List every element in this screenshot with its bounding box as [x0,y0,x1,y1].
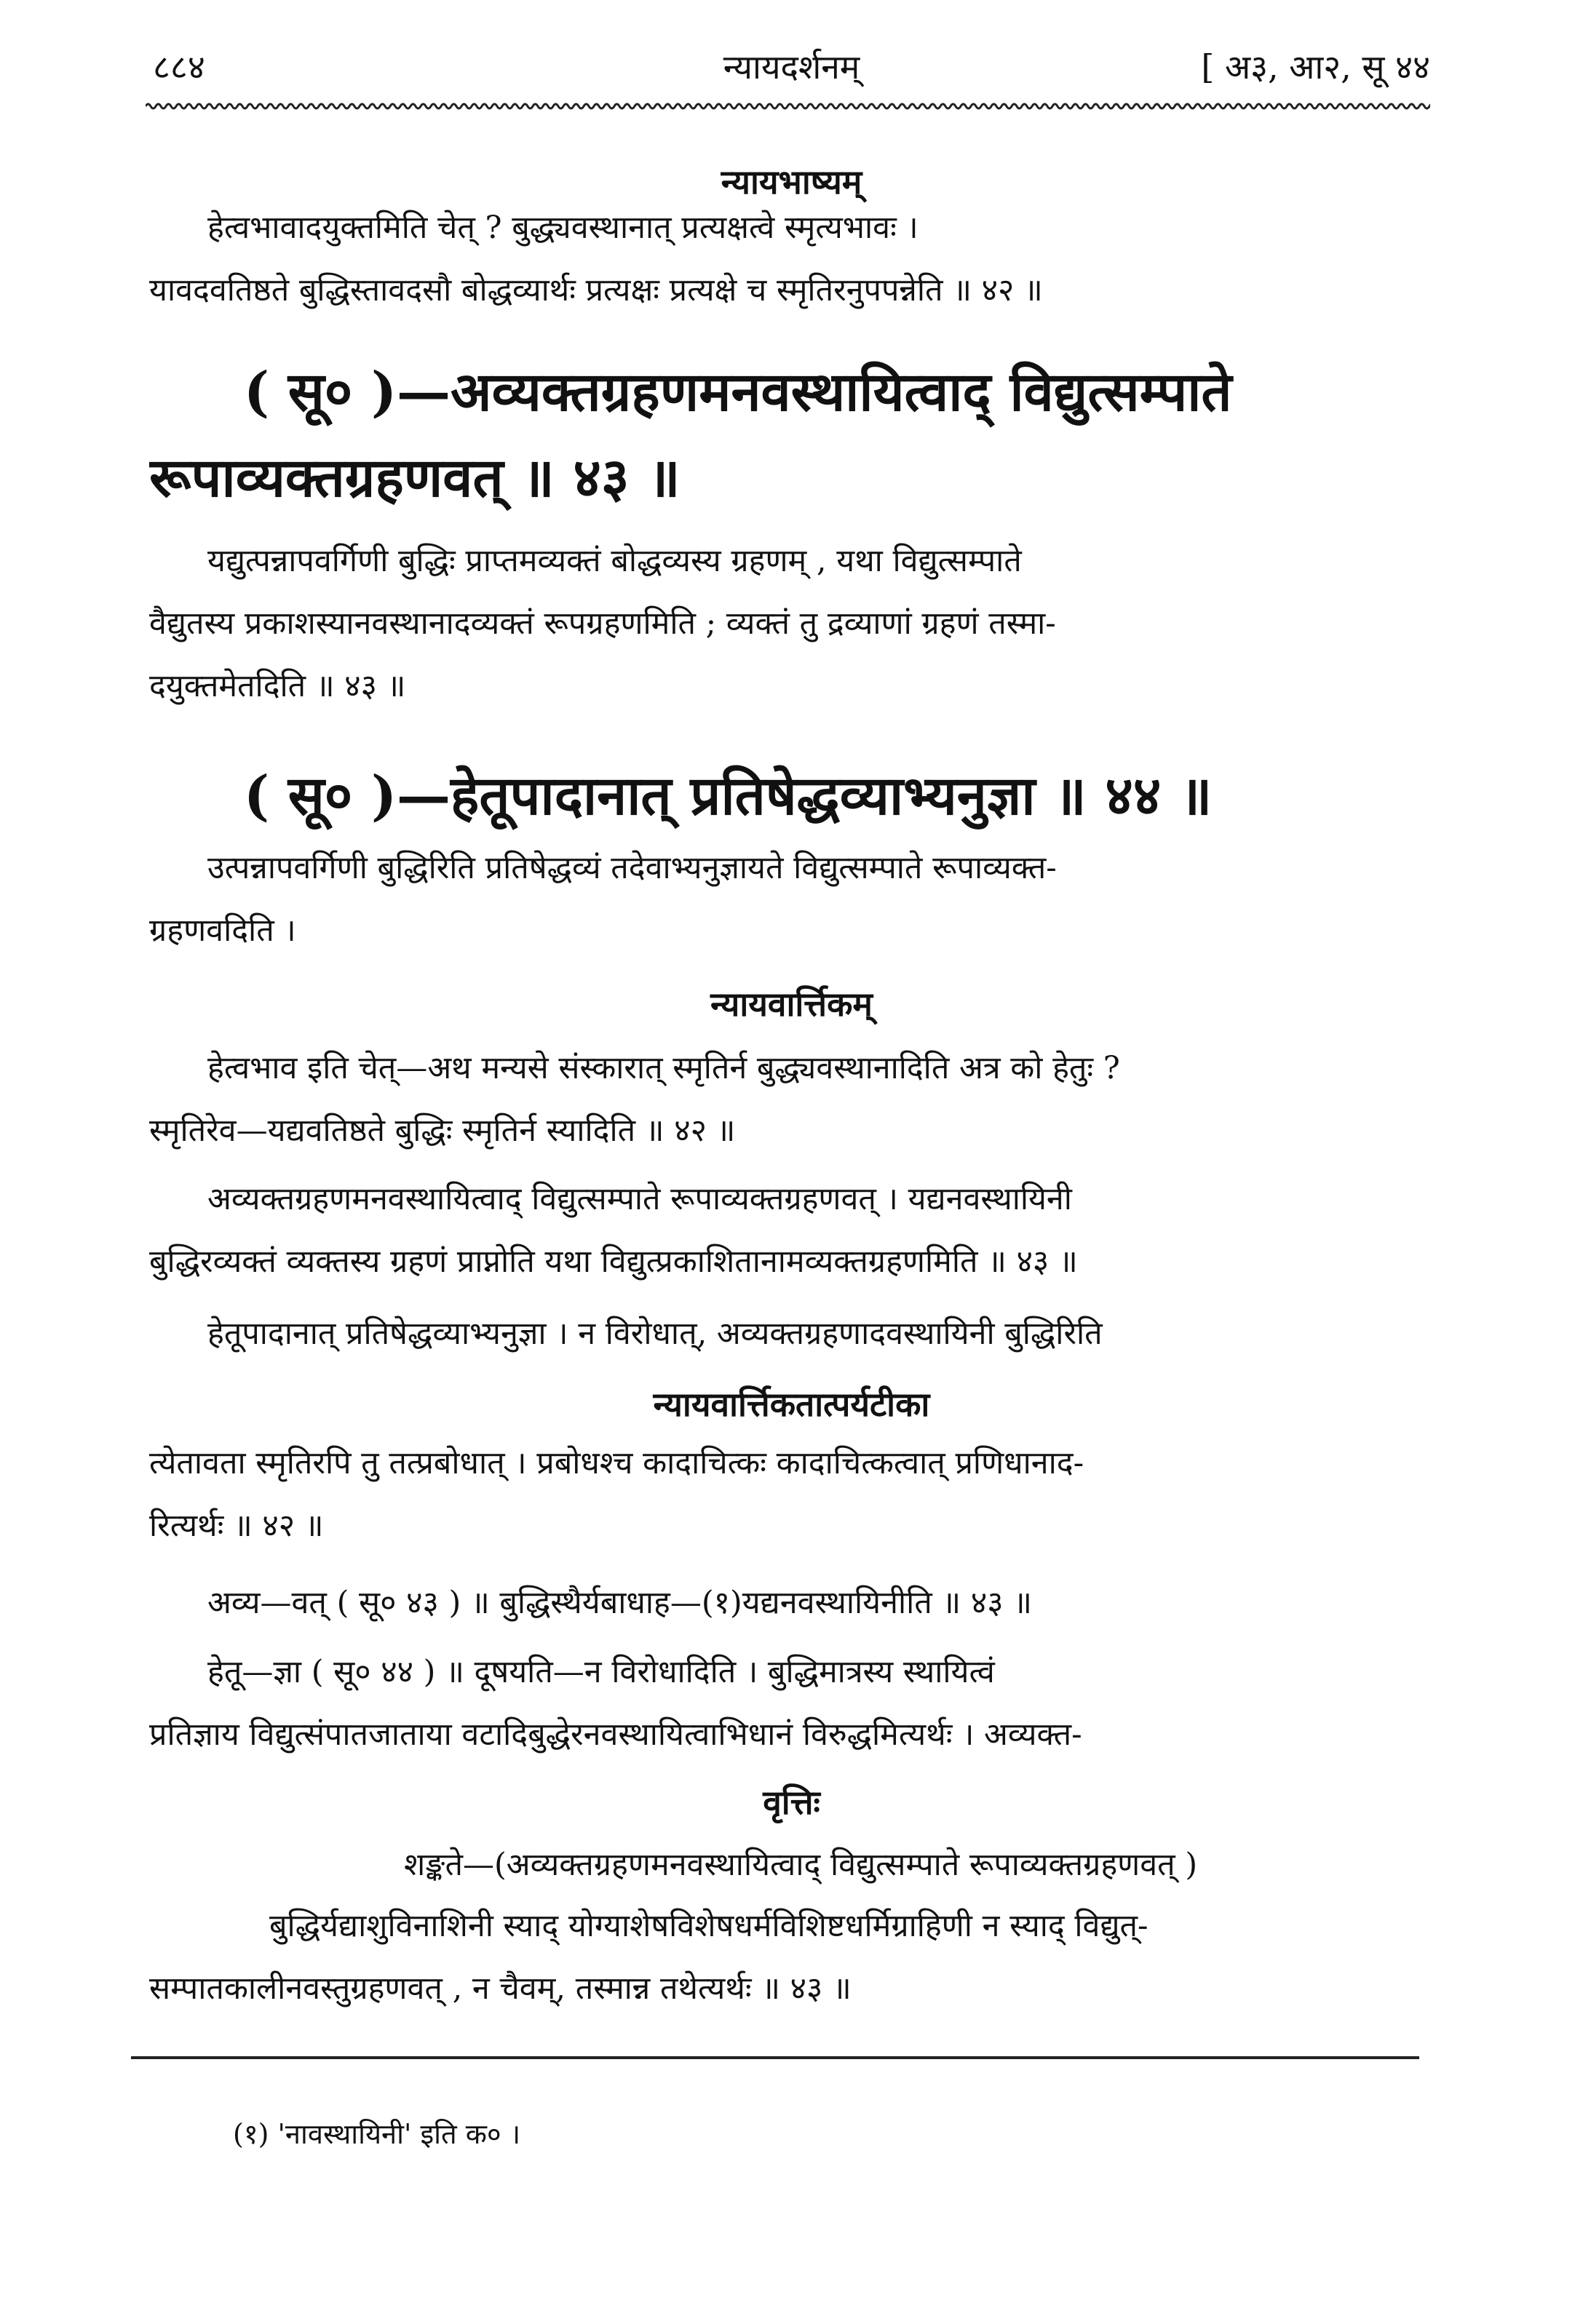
sutra-line: ( सू० )—हेतूपादानात् प्रतिषेद्धव्याभ्यनुज्ञा ॥ ४४ ॥ [244,765,1213,827]
vartika-heading: न्यायवार्त्तिकम् [710,984,873,1024]
vritti-heading: वृत्तिः [763,1783,820,1822]
vartika-42-text [149,1037,1430,1162]
text-line: स्मृतिरेव—यद्यवतिष्ठते बुद्धिः स्मृतिर्न स्यादिति ॥ ४२ ॥ [149,1113,736,1149]
text-line: ग्रहणवदिति । [149,912,296,949]
text-line: अव्यक्तग्रहणमनवस्थायित्वाद् विद्युत्सम्पाते रूपाव्यक्तग्रहणवत् । यद्यनवस्थायिनी [207,1181,1072,1217]
bhashya-42-text [149,196,1430,322]
text-line: वैद्युतस्य प्रकाशस्यानवस्थानादव्यक्तं रूपग्रहणमिति ; व्यक्तं तु द्रव्याणां ग्रहणं तस्मा- [149,605,1056,642]
text-line: बुद्धिरव्यक्तं व्यक्तस्य ग्रहणं प्राप्नोति यथा विद्युत्प्रकाशितानामव्यक्तग्रहणमिति ॥ ४३ ॥ [149,1243,1078,1280]
running-title: न्यायदर्शनम् [723,47,860,87]
text-line: यद्युत्पन्नापवर्गिणी बुद्धिः प्राप्तमव्यक्तं बोद्धव्यस्य ग्रहणम् , यथा विद्युत्सम्पाते [207,543,1022,579]
text-line: त्येतावता स्मृतिरपि तु तत्प्रबोधात् । प्रबोधश्च कादाचित्कः कादाचित्कत्वात् प्रणिधानाद- [149,1445,1084,1481]
text-line: हेत्वभावादयुक्तमिति चेत् ? बुद्ध्यवस्थानात् प्रत्यक्षत्वे स्मृत्यभावः । [207,210,919,246]
text-line: हेतूपादानात् प्रतिषेद्धव्याभ्यनुज्ञा । न विरोधात्, अव्यक्तग्रहणादवस्थायिनी बुद्धिरिति [207,1316,1103,1352]
sutra-43 [149,349,1430,521]
vartika-44-text [149,1302,1430,1365]
text-line: प्रतिज्ञाय विद्युत्संपातजाताया वटादिबुद्धेरनवस्थायित्वाभिधानं विरुद्धमित्यर्थः । अव्यक्त- [149,1716,1082,1753]
footnote: (१) 'नावस्थायिनी' इति क० । [233,2118,521,2150]
tatparya-42-text [149,1432,1430,1557]
text-line: हेतू—ज्ञा ( सू० ४४ ) ॥ दूषयति—न विरोधादिति । बुद्धिमात्रस्य स्थायित्वं [207,1654,995,1690]
sutra-line: ( सू० )—अव्यक्तग्रहणमनवस्थायित्वाद् विद्युत्सम्पाते [244,361,1232,423]
text-line: हेत्वभाव इति चेत्—अथ मन्यसे संस्कारात् स्मृतिर्न बुद्ध्यवस्थानादिति अत्र को हेतुः ? [207,1050,1120,1086]
bhashya-44-text [149,837,1430,962]
text-line: शङ्कते—(अव्यक्तग्रहणमनवस्थायित्वाद् विद्युत्सम्पाते रूपाव्यक्तग्रहणवत् ) [404,1847,1198,1883]
tatparya-44-text [149,1641,1430,1766]
vritti-43-text [149,1895,1430,2020]
tatparya-heading: न्यायवार्त्तिकतात्पर्यटीका [653,1385,930,1424]
bhashya-43-text [149,530,1430,717]
text-line: बुद्धिर्यद्याशुविनाशिनी स्याद् योग्याशेषविशेषधर्मविशिष्टधर्मिग्राहिणी न स्याद् विद्युत्- [269,1908,1148,1944]
tatparya-43-text [149,1572,1430,1634]
text-line: उत्पन्नापवर्गिणी बुद्धिरिति प्रतिषेद्धव्यं तदेवाभ्यनुज्ञायते विद्युत्सम्पाते रूपाव्यक्त- [207,850,1057,886]
text-line: रित्यर्थः ॥ ४२ ॥ [149,1508,324,1544]
bhashya-heading: न्यायभाष्यम् [721,162,862,202]
vritti-shanka-text [149,1834,1430,1896]
text-line: अव्य—वत् ( सू० ४३ ) ॥ बुद्धिस्थैर्यबाधाह—(१)यद्यनवस्थायिनीति ॥ ४३ ॥ [207,1585,1032,1621]
text-line: दयुक्तमेतदिति ॥ ४३ ॥ [149,668,406,704]
page-number: ८८४ [153,47,205,87]
header-wavy-rule [146,100,1430,112]
text-line: सम्पातकालीनवस्तुग्रहणवत् , न चैवम्, तस्मान्न तथेत्यर्थः ॥ ४३ ॥ [149,1970,852,2007]
footnote-divider [131,2056,1419,2059]
sutra-44 [149,753,1430,839]
sutra-line: रूपाव्यक्तग्रहणवत् ॥ ४३ ॥ [149,447,681,509]
vartika-43-text [149,1168,1430,1293]
text-line: यावदवतिष्ठते बुद्धिस्तावदसौ बोद्धव्यार्थः प्रत्यक्षः प्रत्यक्षे च स्मृतिरनुपपन्नेति ॥ ४२ ॥ [149,272,1043,309]
section-reference: [ अ३, आ२, सू ४४ [1201,47,1430,87]
